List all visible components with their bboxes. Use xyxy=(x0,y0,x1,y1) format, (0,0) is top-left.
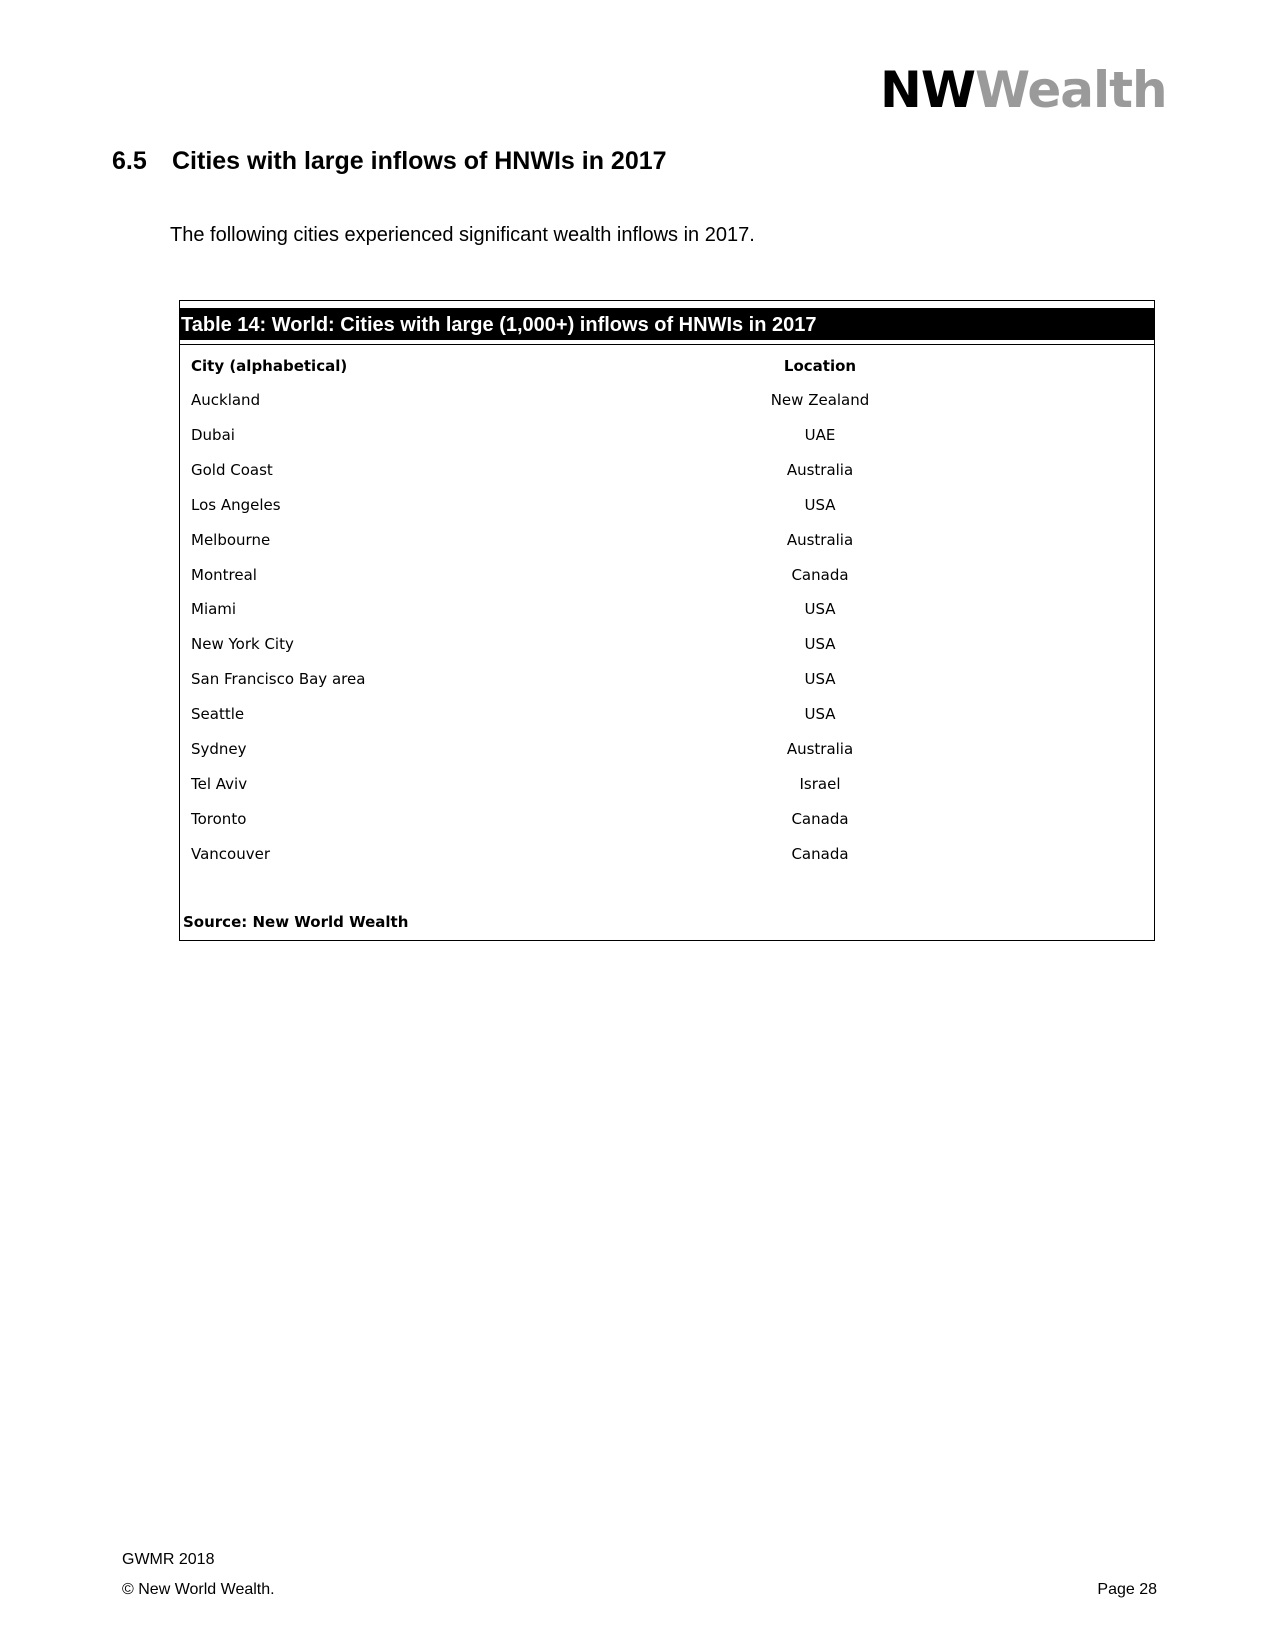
city-cell: Melbourne xyxy=(191,530,271,549)
table-title-rule xyxy=(180,344,1154,345)
logo-wealth: Wealth xyxy=(975,61,1167,119)
location-cell: USA xyxy=(804,600,836,619)
city-cell: Los Angeles xyxy=(191,495,281,514)
location-cell: USA xyxy=(804,495,836,514)
table-title: Table 14: World: Cities with large (1,000+) inflows of HNWIs in 2017 xyxy=(180,308,1154,340)
location-cell: USA xyxy=(804,670,836,689)
city-cell: Vancouver xyxy=(191,844,270,863)
footer-copyright: © New World Wealth. xyxy=(122,1581,275,1598)
table-row xyxy=(180,629,1154,659)
table-row xyxy=(180,594,1154,624)
location-cell: Australia xyxy=(786,460,854,479)
city-cell: Toronto xyxy=(191,809,247,828)
table-row xyxy=(180,734,1154,764)
city-cell: Tel Aviv xyxy=(191,774,248,793)
table-row xyxy=(180,769,1154,799)
table-source: Source: New World Wealth xyxy=(183,913,409,931)
location-cell: Australia xyxy=(786,740,854,758)
location-cell: Australia xyxy=(786,530,854,549)
logo-nw: NW xyxy=(880,61,975,119)
table-row xyxy=(180,804,1154,834)
section-title: Cities with large inflows of HNWIs in 2017 xyxy=(172,147,667,175)
section-number: 6.5 xyxy=(112,147,147,175)
logo xyxy=(880,60,1167,120)
table-row xyxy=(180,560,1154,590)
location-cell: New Zealand xyxy=(770,391,870,409)
location-cell: Israel xyxy=(799,774,841,793)
city-cell: Auckland xyxy=(191,391,261,409)
column-header-city: City (alphabetical) xyxy=(191,357,348,375)
table-row xyxy=(180,455,1154,485)
city-cell: Dubai xyxy=(191,425,235,444)
table-row xyxy=(180,490,1154,520)
footer-document-id: GWMR 2018 xyxy=(122,1551,215,1568)
city-cell: Miami xyxy=(191,600,237,619)
city-cell: San Francisco Bay area xyxy=(191,670,366,689)
cities-table xyxy=(179,300,1155,941)
table-row xyxy=(180,699,1154,729)
location-cell: USA xyxy=(804,635,836,654)
city-cell: New York City xyxy=(191,635,294,654)
location-cell: USA xyxy=(804,705,836,724)
footer-page-number: Page 28 xyxy=(1097,1581,1157,1598)
table-row xyxy=(180,839,1154,869)
column-header-location: Location xyxy=(783,357,857,375)
intro-paragraph: The following cities experienced significant wealth inflows in 2017. xyxy=(170,224,755,246)
city-cell: Montreal xyxy=(191,565,257,584)
city-cell: Seattle xyxy=(191,705,245,724)
table-row xyxy=(180,525,1154,555)
table-row xyxy=(180,420,1154,450)
city-cell: Gold Coast xyxy=(191,460,273,479)
location-cell: UAE xyxy=(804,425,836,444)
table-header-row xyxy=(180,351,1154,381)
table-row xyxy=(180,664,1154,694)
location-cell: Canada xyxy=(791,565,849,584)
location-cell: Canada xyxy=(791,844,849,863)
city-cell: Sydney xyxy=(191,740,247,758)
table-row xyxy=(180,385,1154,415)
location-cell: Canada xyxy=(791,809,849,828)
section-heading xyxy=(112,146,667,176)
